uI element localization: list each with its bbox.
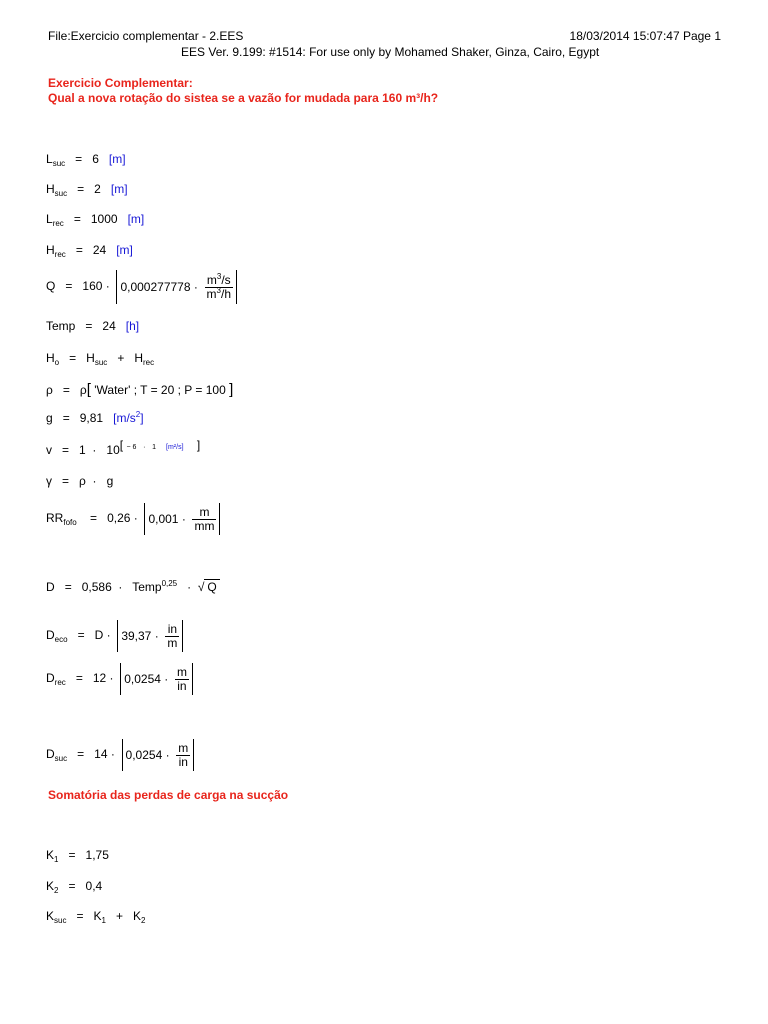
- unit-fraction: $\frac{m^3/s}{m^3/h}$: [206, 272, 231, 302]
- eq-k2: $K_2$ = 0,4: [46, 879, 103, 895]
- eq-ho: $H_o$ = $H_{suc}$ + $H_{rec}$: [46, 351, 155, 367]
- eq-v: v = 1 · 10[ − 6 · 1 [m²/s] ]: [46, 438, 201, 457]
- unit-conversion-bracket: 0,000277778 · $\frac{m^3/s}{m^3/h}$: [116, 270, 237, 304]
- print-datetime: 18/03/2014 15:07:47 Page 1: [569, 29, 721, 43]
- eq-hrec: $H_{rec}$ = 24 [m]: [46, 243, 133, 259]
- unit-conversion-bracket: 0,001 · $\frac{m}{mm}$: [144, 503, 220, 535]
- unit-fraction: $\frac{in}{m}$: [167, 622, 178, 651]
- eq-g: g = 9,81 $[m/s^2]$: [46, 410, 144, 425]
- eq-ksuc: $K_{suc}$ = $K_1$ + $K_2$: [46, 909, 146, 925]
- exercise-question: Qual a nova rotação do sistea se a vazão for mudada para 160 m³/h?: [48, 91, 439, 105]
- unit-conversion-bracket: 0,0254 · $\frac{m}{in}$: [120, 663, 193, 695]
- eq-k1: $K_1$ = 1,75: [46, 848, 109, 864]
- eq-rho: ρ = ρ[ 'Water' ; T = 20 ; P = 100 ]: [46, 381, 234, 398]
- eq-lsuc: $L_{suc}$ = 6 [m]: [46, 152, 126, 168]
- eq-q: Q = 160 · 0,000277778 · $\frac{m^3/s}{m^3/h}$: [46, 270, 237, 304]
- unit-conversion-bracket: 0,0254 · $\frac{m}{in}$: [122, 739, 195, 771]
- eq-d-suc: $D_{suc}$ = 14 · 0,0254 · $\frac{m}{in}$: [46, 739, 194, 771]
- eq-temp: Temp = 24 [h]: [46, 319, 140, 333]
- eq-d-rec: $D_{rec}$ = 12 · 0,0254 · $\frac{m}{in}$: [46, 663, 193, 695]
- eq-d-eco: $D_{eco}$ = D · 39,37 · $\frac{in}{m}$: [46, 620, 183, 652]
- eq-rr-fofo: $RR_{fofo}$ = 0,26 · 0,001 · $\frac{m}{mm}$: [46, 503, 220, 535]
- unit-conversion-bracket: 39,37 · $\frac{in}{m}$: [117, 620, 183, 652]
- license-line: EES Ver. 9.199: #1514: For use only by Mohamed Shaker, Ginza, Cairo, Egypt: [181, 45, 600, 59]
- sqrt-icon: √: [197, 580, 205, 594]
- unit-fraction: $\frac{m}{in}$: [178, 741, 189, 770]
- eq-hsuc: $H_{suc}$ = 2 [m]: [46, 182, 128, 198]
- eq-d: D = 0,586 · Temp$^{0,25}$ · √ Q: [46, 580, 220, 594]
- eq-lrec: $L_{rec}$ = 1000 [m]: [46, 212, 145, 228]
- file-name: File:Exercicio complementar - 2.EES: [48, 29, 244, 43]
- unit-fraction: $\frac{m}{in}$: [176, 665, 187, 694]
- section-title-suction-losses: Somatória das perdas de carga na sucção: [48, 788, 289, 802]
- eq-gamma: γ = ρ · g: [46, 474, 114, 488]
- exercise-title: Exercicio Complementar:: [48, 76, 193, 90]
- unit-fraction: $\frac{m}{mm}$: [194, 505, 215, 534]
